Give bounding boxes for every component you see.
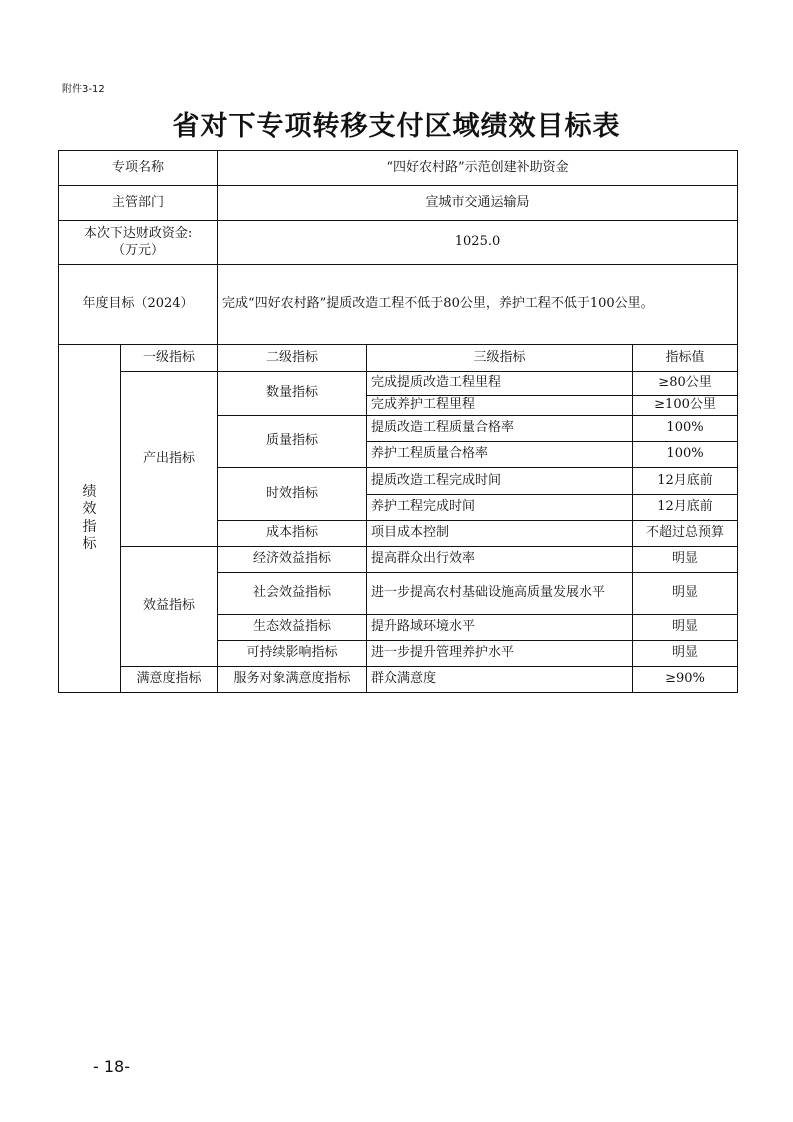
- timeliness-label: 时效指标: [218, 468, 367, 521]
- funds-label: [59, 221, 218, 265]
- cost-label: 成本指标: [218, 521, 367, 547]
- indicator-value: 100%: [633, 442, 738, 468]
- service-label: 服务对象满意度指标: [218, 667, 367, 693]
- table-row: [59, 547, 738, 573]
- indicator-value: 明显: [633, 641, 738, 667]
- dept-label: 主管部门: [59, 186, 218, 221]
- indicator-name: 养护工程完成时间: [367, 495, 633, 521]
- indicator-value: 不超过总预算: [633, 521, 738, 547]
- indicator-name: 群众满意度: [367, 667, 633, 693]
- project-name-row: [59, 151, 738, 186]
- indicator-name: 提质改造工程完成时间: [367, 468, 633, 495]
- funds-label-line1: 本次下达财政资金:: [83, 226, 193, 242]
- benefit-label: 效益指标: [121, 547, 218, 667]
- funds-row: [59, 221, 738, 265]
- perf-header-row: [59, 345, 738, 372]
- dept-value: 宣城市交通运输局: [218, 186, 738, 221]
- indicator-value: 12月底前: [633, 495, 738, 521]
- indicator-name: 提升路域环境水平: [367, 615, 633, 641]
- economic-label: 经济效益指标: [218, 547, 367, 573]
- indicator-name: 进一步提高农村基础设施高质量发展水平: [367, 573, 633, 615]
- ecological-label: 生态效益指标: [218, 615, 367, 641]
- indicator-name: 提高群众出行效率: [367, 547, 633, 573]
- funds-label-line2: （万元）: [112, 242, 165, 258]
- col-level2-header: 二级指标: [218, 345, 367, 372]
- page-title: 省对下专项转移支付区域绩效目标表: [172, 111, 621, 142]
- perf-group-char: 绩: [82, 483, 97, 500]
- indicator-value: ≥100公里: [633, 396, 738, 416]
- indicator-name: 完成养护工程里程: [367, 396, 633, 416]
- table-row: [59, 667, 738, 693]
- page-number: - 18-: [93, 1057, 130, 1076]
- goal-label: 年度目标（2024）: [59, 265, 218, 345]
- funds-value: 1025.0: [218, 221, 738, 265]
- perf-group-char: 标: [82, 536, 97, 552]
- col-value-header: 指标值: [633, 345, 738, 372]
- indicator-name: 养护工程质量合格率: [367, 442, 633, 468]
- indicator-name: 进一步提升管理养护水平: [367, 641, 633, 667]
- indicator-value: 明显: [633, 573, 738, 615]
- goal-row: [59, 265, 738, 345]
- performance-table: [58, 150, 738, 693]
- col-level1-header: 一级指标: [121, 345, 218, 372]
- quality-label: 质量指标: [218, 416, 367, 468]
- indicator-name: 完成提质改造工程里程: [367, 372, 633, 396]
- dept-row: [59, 186, 738, 221]
- quantity-label: 数量指标: [218, 372, 367, 416]
- col-level3-header: 三级指标: [367, 345, 633, 372]
- goal-value: 完成“四好农村路”提质改造工程不低于80公里，养护工程不低于100公里。: [218, 265, 738, 345]
- indicator-value: 明显: [633, 547, 738, 573]
- indicator-value: 12月底前: [633, 468, 738, 495]
- perf-group-label: [59, 345, 121, 693]
- perf-group-char: 效: [82, 501, 97, 517]
- indicator-value: 明显: [633, 615, 738, 641]
- output-label: 产出指标: [121, 372, 218, 547]
- indicator-name: 提质改造工程质量合格率: [367, 416, 633, 442]
- indicator-value: ≥80公里: [633, 372, 738, 396]
- social-label: 社会效益指标: [218, 573, 367, 615]
- sustainable-label: 可持续影响指标: [218, 641, 367, 667]
- attachment-label: 附件3-12: [62, 84, 105, 95]
- project-name-label: 专项名称: [59, 151, 218, 186]
- indicator-value: 100%: [633, 416, 738, 442]
- project-name-value: “四好农村路”示范创建补助资金: [218, 151, 738, 186]
- satisfaction-label: 满意度指标: [121, 667, 218, 693]
- indicator-value: ≥90%: [633, 667, 738, 693]
- table-row: [59, 372, 738, 396]
- indicator-name: 项目成本控制: [367, 521, 633, 547]
- perf-group-char: 指: [82, 518, 97, 535]
